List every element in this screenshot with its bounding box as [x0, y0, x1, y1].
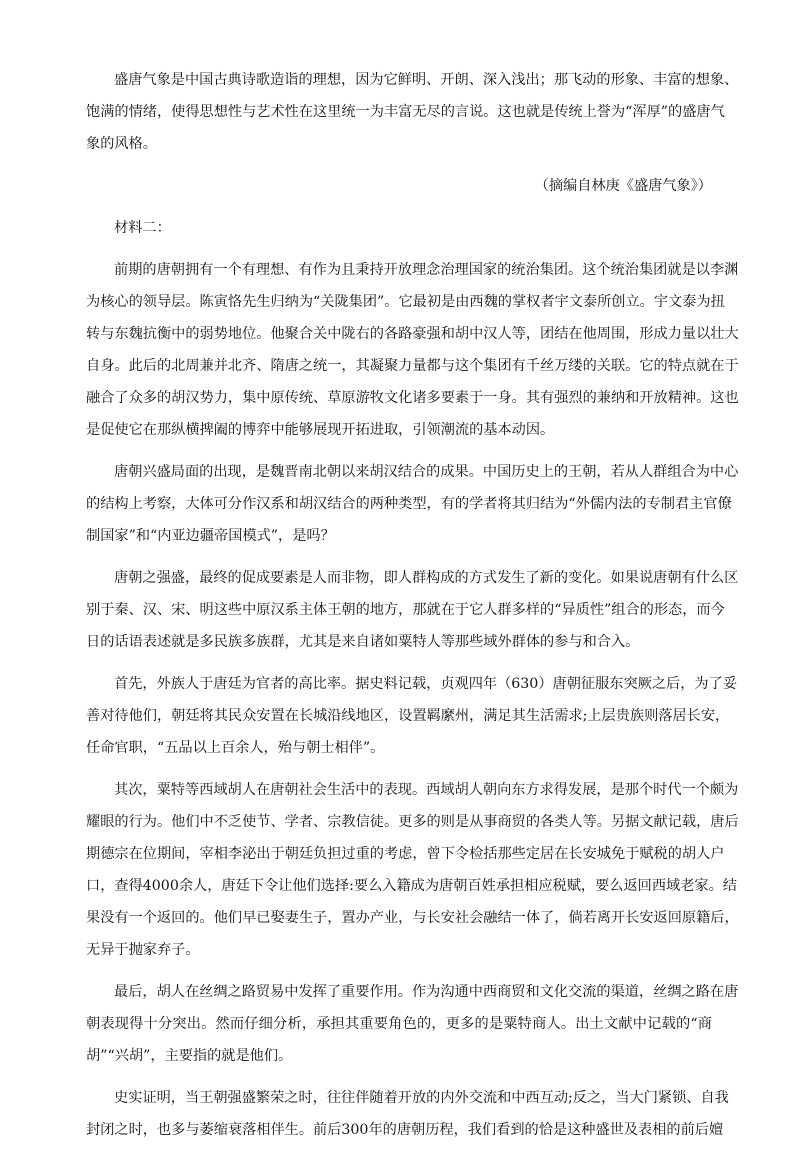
paragraph-intro	[86, 64, 739, 160]
section-heading: 材料二：	[114, 220, 171, 236]
paragraph-3	[86, 562, 739, 658]
text-line: 为核心的领导层。陈寅恪先生归纳为“关陇集团”。它最初是由西魏的掌权者宇文泰所创立。宇文泰为扭	[86, 294, 725, 310]
text-line: 史实证明，当王朝强盛繁荣之时，往往伴随着开放的内外交流和中西互动;反之，当大门紧锁、自我	[114, 1090, 729, 1106]
citation-source: （摘编自林庚《盛唐气象》）	[534, 178, 712, 194]
paragraph-1	[86, 254, 739, 446]
text-line: 唐朝之强盛，最终的促成要素是人而非物，即人群构成的方式发生了新的变化。如果说唐朝有什么区	[114, 570, 739, 586]
text-line: 融合了众多的胡汉势力，集中原传统、草原游牧文化诸多要素于一身。其有强烈的兼纳和开放精神。这也	[86, 390, 739, 406]
paragraph-7	[86, 1082, 729, 1146]
text-line: 是促使它在那纵横捭阖的博弈中能够展现开拓进取，引领潮流的基本动因。	[86, 422, 555, 438]
text-line: 盛唐气象是中国古典诗歌造诣的理想，因为它鲜明、开朗、深入浅出；那飞动的形象、丰富的想象、	[114, 72, 739, 88]
text-line: 其次，粟特等西域胡人在唐朝社会生活中的表现。西域胡人朝向东方求得发展，是那个时代一个颇为	[114, 782, 739, 798]
paragraph-6	[86, 976, 739, 1072]
text-line: 善对待他们，朝廷将其民众安置在长城沿线地区，设置羁縻州，满足其生活需求;上层贵族则落居长安，	[86, 708, 730, 724]
text-line: 制国家”和“内亚边疆帝国模式”，是吗？	[86, 528, 335, 544]
text-line: 首先，外族人于唐廷为官者的高比率。据史料记载，贞观四年（630）唐朝征服东突厥之后，为了妥	[114, 676, 737, 692]
text-line: 前期的唐朝拥有一个有理想、有作为且秉持开放理念治理国家的统治集团。这个统治集团就是以李渊	[114, 262, 739, 278]
text-line: 无异于抛家弃子。	[86, 942, 200, 958]
text-line: 饱满的情绪，使得思想性与艺术性在这里统一为丰富无尽的言说。这也就是传统上誉为“浑厚”的盛唐气	[86, 104, 725, 120]
paragraph-2	[86, 456, 739, 552]
document-body	[86, 64, 739, 1156]
text-line: 日的话语表述就是多民族多族群，尤其是来自诸如粟特人等那些域外群体的参与和合入。	[86, 634, 640, 650]
text-line: 的结构上考察，大体可分作汉系和胡汉结合的两种类型，有的学者将其归结为“外儒内法的专制君主官僚	[86, 496, 732, 512]
text-line: 果没有一个返回的。他们早已娶妻生子，置办产业，与长安社会融结一体了，倘若离开长安返回原籍后，	[86, 910, 739, 926]
text-line: 期德宗在位期间，宰相李泌出于朝廷负担过重的考虑，曾下令检括那些定居在长安城免于赋税的胡人户	[86, 846, 725, 862]
text-line: 口，查得4000余人，唐廷下令让他们选择:要么入籍成为唐朝百姓承担相应税赋，要么返回西域老家。结	[86, 878, 737, 894]
text-line: 转与东魏抗衡中的弱势地位。他聚合关中陇右的各路豪强和胡中汉人等，团结在他周围，形成力量以壮大	[86, 326, 739, 342]
paragraph-5	[86, 774, 739, 966]
text-line: 唐朝兴盛局面的出现，是魏晋南北朝以来胡汉结合的成果。中国历史上的王朝，若从人群组合为中心	[114, 464, 739, 480]
text-line: 自身。此后的北周兼并北齐、隋唐之统一，其凝聚力量都与这个集团有千丝万缕的关联。它的特点就在于	[86, 358, 739, 374]
text-line: 耀眼的行为。他们中不乏使节、学者、宗教信徒。更多的则是从事商贸的各类人等。另据文献记载，唐后	[86, 814, 739, 830]
text-line: 别于秦、汉、宋、明这些中原汉系主体王朝的地方，那就在于它人群多样的“异质性”组合的形态，而今	[86, 602, 725, 618]
text-line: 封闭之时，也多与萎缩衰落相伴生。前后300年的唐朝历程，我们看到的恰是这种盛世及表相的前后嬗	[86, 1122, 724, 1138]
text-line: 象的风格。	[86, 136, 157, 152]
text-line: 朝表现得十分突出。然而仔细分析，承担其重要角色的，更多的是粟特商人。出土文献中记载的“商	[86, 1016, 712, 1032]
text-line: 最后，胡人在丝绸之路贸易中发挥了重要作用。作为沟通中西商贸和文化交流的渠道，丝绸之路在唐	[114, 984, 739, 1000]
text-line: 胡”“兴胡”，主要指的就是他们。	[86, 1048, 293, 1064]
paragraph-4	[86, 668, 737, 764]
text-line: 任命官职，“五品以上百余人，殆与朝士相伴”。	[86, 740, 385, 756]
